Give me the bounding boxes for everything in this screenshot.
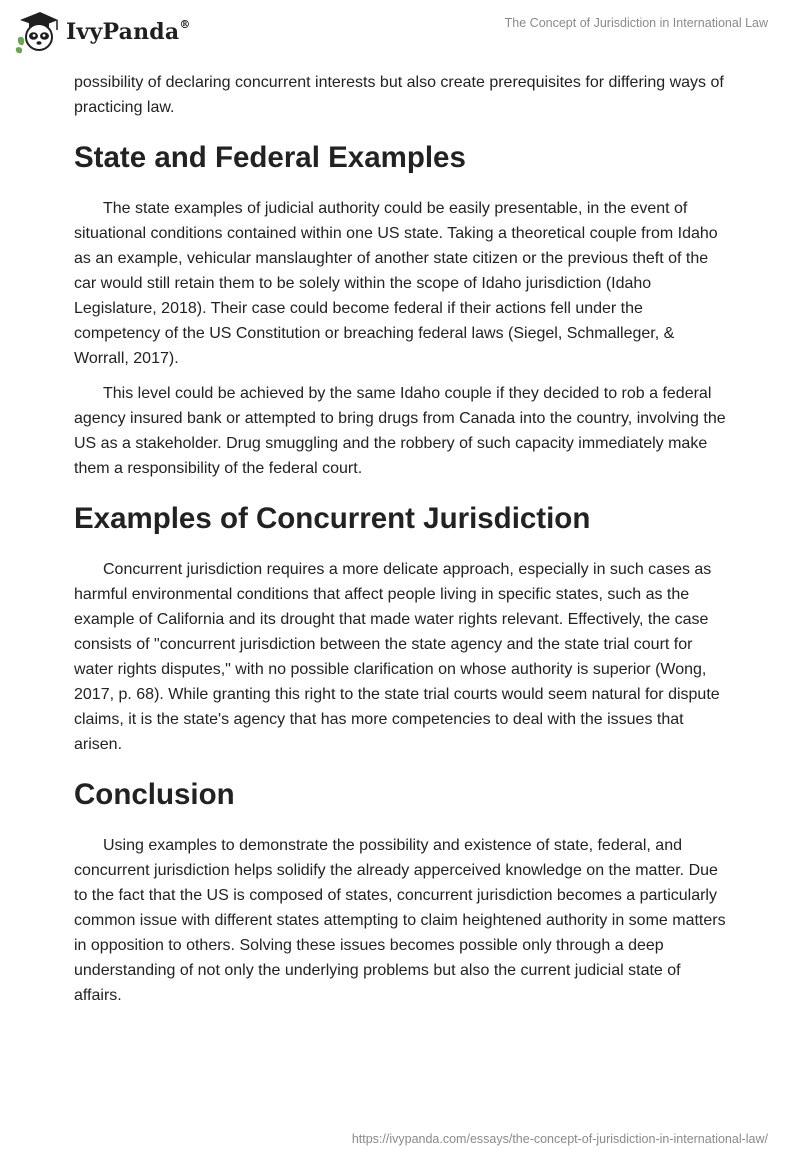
panda-mascot-icon [14, 8, 60, 54]
section-heading-concurrent: Examples of Concurrent Jurisdiction [74, 502, 591, 535]
article-body [74, 70, 728, 1018]
ivypanda-logo[interactable] [14, 8, 191, 54]
intro-paragraph-tail: possibility of declaring concurrent interests but also create prerequisites for differing ways of practicing law. [74, 74, 724, 116]
section-heading-conclusion: Conclusion [74, 778, 235, 811]
paragraph: This level could be achieved by the same Idaho couple if they decided to rob a federal agency insured bank or attempted to bring drugs from Canada into the country, involving the US as a stakeholder. Drug smuggling and the robbery of such capacity immediately make them a responsibility of the federal court. [74, 385, 726, 477]
paragraph: Concurrent jurisdiction requires a more delicate approach, especially in such cases as harmful environmental conditions that affect people living in specific states, such as the example of California and its drought that made water rights relevant. Effectively, the case consists of "concurrent jurisdiction between the state agency and the state trial court for water rights disputes," with no possible clarification on whose authority is superior (Wong, 2017, p. 68). While granting this right to the state trial courts would seem natural for dispute claims, it is the state's agency that has more competencies to deal with the issues that arisen. [74, 561, 720, 753]
document-title: The Concept of Jurisdiction in International Law [504, 16, 768, 30]
page-header [0, 0, 800, 70]
brand-name: IvyPanda® [66, 17, 191, 45]
paragraph: The state examples of judicial authority could be easily presentable, in the event of situational conditions contained within one US state. Taking a theoretical couple from Idaho as an example, vehicular manslaughter of another state citizen or the previous theft of the car would still retain them to be solely within the scope of Idaho jurisdiction (Idaho Legislature, 2018). Their case could become federal if their actions fell under the competency of the US Constitution or breaching federal laws (Siegel, Schmalleger, & Worrall, 2017). [74, 200, 718, 367]
section-heading-state-federal: State and Federal Examples [74, 141, 466, 174]
paragraph: Using examples to demonstrate the possibility and existence of state, federal, and concurrent jurisdiction helps solidify the already apperceived knowledge on the matter. Due to the fact that the US is composed of states, concurrent jurisdiction becomes a particularly common issue with different states attempting to claim heightened authority in some matters in opposition to others. Solving these issues becomes possible only through a deep understanding of not only the underlying problems but also the current judicial state of affairs. [74, 837, 726, 1004]
source-url[interactable]: https://ivypanda.com/essays/the-concept-of-jurisdiction-in-international-law/ [351, 1132, 768, 1146]
